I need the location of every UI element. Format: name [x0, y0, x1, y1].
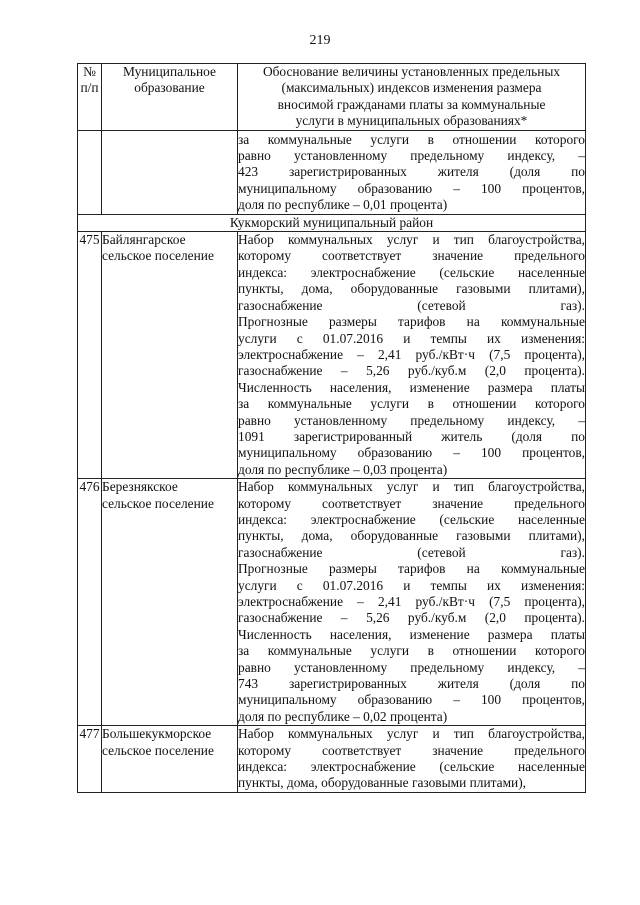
tariff-index-table [77, 63, 586, 793]
header-line: п/п [80, 80, 99, 96]
continuation-row [78, 130, 586, 214]
description-line: 423 зарегистрированных жителя (доля по [238, 164, 585, 180]
municipality-line: сельское поселение [102, 248, 214, 264]
description-line: доля по республике – 0,02 процента) [238, 708, 448, 724]
municipality-line: Березнякское [102, 479, 178, 495]
description-line: газоснабжение (сетевой газ). [238, 544, 585, 560]
row-description [238, 232, 586, 479]
description-line: за коммунальные услуги в отношении которого [238, 131, 585, 147]
municipality-line: сельское поселение [102, 495, 214, 511]
description-line: Прогнозные размеры тарифов на коммунальные [238, 314, 585, 330]
description-line: за коммунальные услуги в отношении которого [238, 396, 585, 412]
header-line: № [83, 64, 96, 79]
description-line: индекса: электроснабжение (сельские населенные [238, 511, 585, 527]
row-number: 476 [78, 479, 102, 726]
description-line: Набор коммунальных услуг и тип благоустройства, [238, 726, 585, 742]
description-line: которому соответствует значение предельного [238, 742, 585, 758]
row-description [238, 726, 586, 793]
description-line: муниципальному образованию – 100 процентов, [238, 692, 585, 708]
row-description [238, 479, 586, 726]
table-row [78, 479, 586, 726]
municipality-line: Большекукморское [102, 726, 212, 742]
description-line: газоснабжение (сетевой газ). [238, 297, 585, 313]
description-line: муниципальному образованию – 100 процентов, [238, 180, 585, 196]
header-line: образование [134, 80, 205, 96]
description-line: равно установленному предельному индексу, – [238, 148, 585, 164]
municipality-name [102, 232, 238, 479]
description-line: услуги с 01.07.2016 и темпы их изменения: [238, 577, 585, 593]
district-row [78, 214, 586, 231]
description-line: электроснабжение – 2,41 руб./кВт·ч (7,5 процента), [238, 346, 585, 362]
description-line: которому соответствует значение предельного [238, 495, 585, 511]
continuation-number-cell [78, 130, 102, 214]
header-municipality [102, 64, 238, 131]
description-line: Численность населения, изменение размера платы [238, 626, 585, 642]
table-header-row [78, 64, 586, 131]
header-justification [238, 64, 586, 131]
description-line: электроснабжение – 2,41 руб./кВт·ч (7,5 процента), [238, 594, 585, 609]
page-number: 219 [309, 33, 331, 48]
description-line: индекса: электроснабжение (сельские населенные [238, 264, 585, 280]
description-line: муниципальному образованию – 100 процентов, [238, 445, 585, 461]
header-line: Муниципальное [123, 64, 216, 79]
header-line: вносимой гражданами платы за коммунальные [277, 96, 546, 112]
description-line: пункты, дома, оборудованные газовыми плитами), [238, 528, 585, 544]
description-line: которому соответствует значение предельного [238, 248, 585, 264]
row-number: 475 [78, 232, 102, 479]
description-line: доля по республике – 0,01 процента) [238, 197, 448, 213]
description-line: равно установленному предельному индексу, – [238, 659, 585, 675]
description-line: пункты, дома, оборудованные газовыми плитами), [238, 775, 527, 791]
description-line: газоснабжение – 5,26 руб./куб.м (2,0 процента). [238, 363, 585, 379]
description-line: индекса: электроснабжение (сельские населенные [238, 759, 585, 775]
description-line: услуги с 01.07.2016 и темпы их изменения: [238, 330, 585, 346]
description-line: 743 зарегистрированных жителя (доля по [238, 676, 585, 692]
description-line: Прогнозные размеры тарифов на коммунальные [238, 561, 585, 577]
table-row [78, 232, 586, 479]
description-line: за коммунальные услуги в отношении которого [238, 643, 585, 659]
description-line: Набор коммунальных услуг и тип благоустройства, [238, 479, 585, 495]
row-number: 477 [78, 726, 102, 793]
table-row [78, 726, 586, 793]
description-line: Численность населения, изменение размера платы [238, 379, 585, 395]
continuation-municipality-cell [102, 130, 238, 214]
description-line: 1091 зарегистрированный житель (доля по [238, 428, 585, 444]
description-line: Набор коммунальных услуг и тип благоустройства, [238, 232, 585, 248]
header-line: услуги в муниципальных образованиях* [295, 113, 528, 129]
municipality-name [102, 479, 238, 726]
header-number [78, 64, 102, 131]
continuation-description [238, 130, 586, 214]
municipality-line: сельское поселение [102, 742, 214, 758]
description-line: доля по республике – 0,03 процента) [238, 461, 448, 477]
description-line: равно установленному предельному индексу, – [238, 412, 585, 428]
header-line: (максимальных) индексов изменения размера [281, 80, 542, 96]
district-name: Кукморский муниципальный район [78, 214, 586, 231]
municipality-name [102, 726, 238, 793]
description-line: газоснабжение – 5,26 руб./куб.м (2,0 процента). [238, 610, 585, 626]
municipality-line: Байлянгарское [102, 232, 186, 248]
header-line: Обоснование величины установленных предельных [262, 64, 561, 79]
description-line: пункты, дома, оборудованные газовыми плитами), [238, 281, 585, 297]
